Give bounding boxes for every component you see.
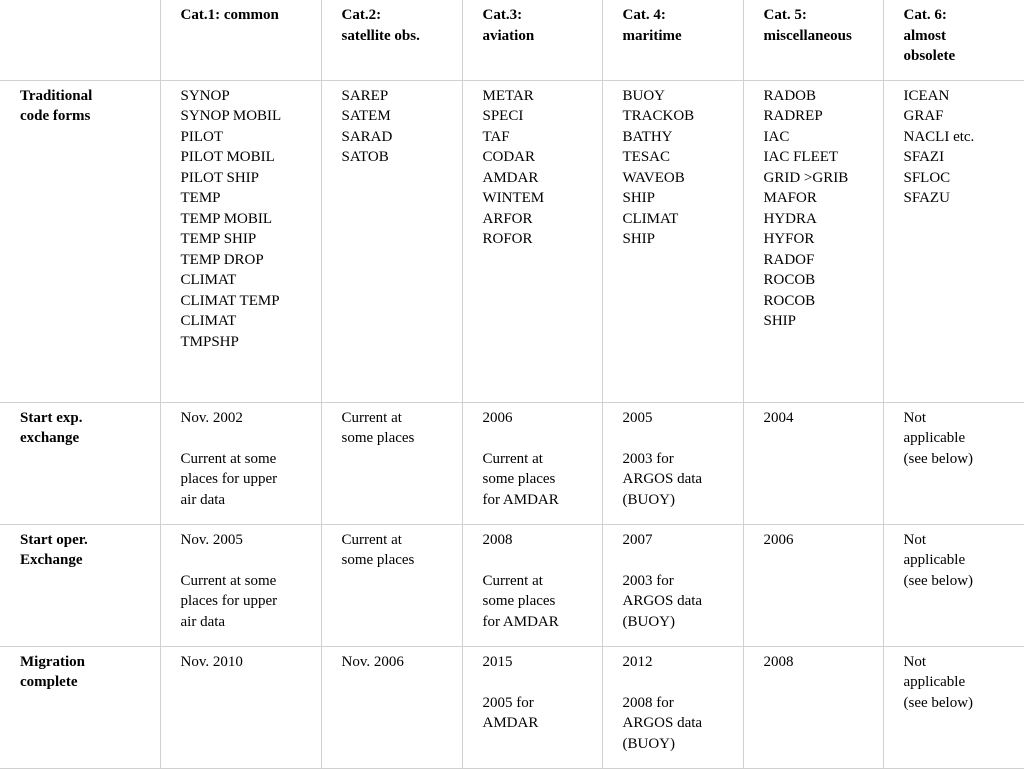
table-cell: RADOB RADREP IAC IAC FLEET GRID >GRIB MAFOR HYDRA HYFOR RADOF ROCOB ROCOB SHIP: [743, 80, 883, 402]
row-label: Migration complete: [0, 646, 160, 768]
column-header-cat6: Cat. 6: almost obsolete: [883, 0, 1024, 80]
table-cell: Not applicable (see below): [883, 524, 1024, 646]
table-cell: SAREP SATEM SARAD SATOB: [321, 80, 462, 402]
row-label: Traditional code forms: [0, 80, 160, 402]
table-cell: 2004: [743, 402, 883, 524]
table-cell: Nov. 2005 Current at some places for upper air data: [160, 524, 321, 646]
header-row: [0, 0, 1024, 80]
column-header-cat3: Cat.3: aviation: [462, 0, 602, 80]
table-cell: 2006: [743, 524, 883, 646]
table-cell: 2006 Current at some places for AMDAR: [462, 402, 602, 524]
column-header-cat2: Cat.2: satellite obs.: [321, 0, 462, 80]
table-row-migration-complete: [0, 646, 1024, 768]
table-cell: 2012 2008 for ARGOS data (BUOY): [602, 646, 743, 768]
table-cell: 2015 2005 for AMDAR: [462, 646, 602, 768]
row-label: Start exp. exchange: [0, 402, 160, 524]
table-cell: Nov. 2002 Current at some places for upper air data: [160, 402, 321, 524]
table-cell: 2008 Current at some places for AMDAR: [462, 524, 602, 646]
table-cell: 2007 2003 for ARGOS data (BUOY): [602, 524, 743, 646]
table-cell: SYNOP SYNOP MOBIL PILOT PILOT MOBIL PILOT SHIP TEMP TEMP MOBIL TEMP SHIP TEMP DROP CLIMAT CLIMAT TEMP CLIMAT TMPSHP: [160, 80, 321, 402]
table-cell: Nov. 2010: [160, 646, 321, 768]
column-header-cat1: Cat.1: common: [160, 0, 321, 80]
table-cell: Current at some places: [321, 524, 462, 646]
table-cell: METAR SPECI TAF CODAR AMDAR WINTEM ARFOR ROFOR: [462, 80, 602, 402]
table-cell: Nov. 2006: [321, 646, 462, 768]
table-cell: ICEAN GRAF NACLI etc. SFAZI SFLOC SFAZU: [883, 80, 1024, 402]
table-cell: Not applicable (see below): [883, 402, 1024, 524]
table-cell: Not applicable (see below): [883, 646, 1024, 768]
corner-cell: [0, 0, 160, 80]
row-label: Start oper. Exchange: [0, 524, 160, 646]
table-cell: BUOY TRACKOB BATHY TESAC WAVEOB SHIP CLIMAT SHIP: [602, 80, 743, 402]
table-row-start-oper-exchange: [0, 524, 1024, 646]
table-cell: 2005 2003 for ARGOS data (BUOY): [602, 402, 743, 524]
column-header-cat5: Cat. 5: miscellaneous: [743, 0, 883, 80]
table-row-start-exp-exchange: [0, 402, 1024, 524]
table-cell: 2008: [743, 646, 883, 768]
column-header-cat4: Cat. 4: maritime: [602, 0, 743, 80]
table-row-traditional-codes: [0, 80, 1024, 402]
table-cell: Current at some places: [321, 402, 462, 524]
